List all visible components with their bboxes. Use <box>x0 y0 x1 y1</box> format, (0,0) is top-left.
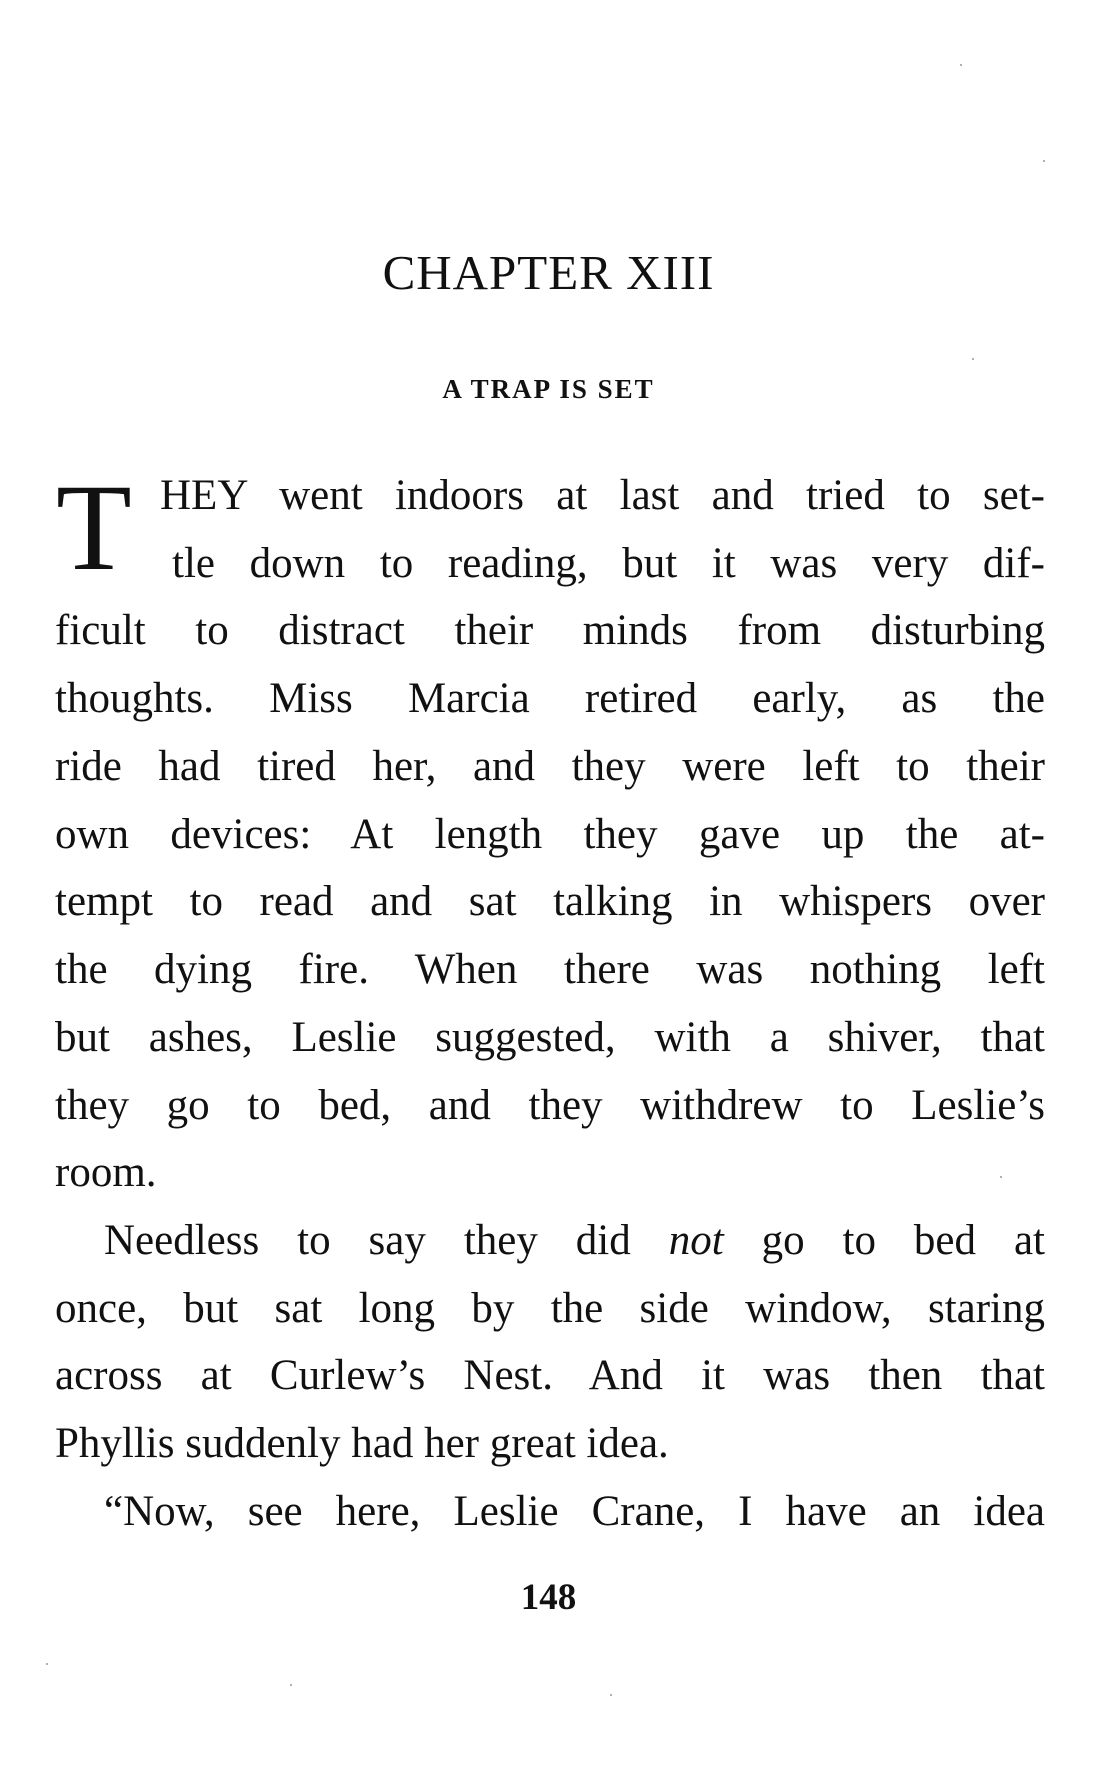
paragraph-line: once, but sat long by the side window, staring <box>55 1285 1045 1332</box>
paragraph-line: Phyllis suddenly had her great idea. <box>55 1420 669 1467</box>
drop-cap: T <box>56 459 132 596</box>
paragraph-line: tempt to read and sat talking in whispers over <box>55 878 1045 925</box>
paragraph-line: room. <box>55 1149 157 1196</box>
paragraph-line <box>104 1215 1045 1267</box>
scan-speck <box>1000 1176 1002 1178</box>
paragraph-line: thoughts. Miss Marcia retired early, as the <box>55 675 1045 722</box>
paragraph-line: but ashes, Leslie suggested, with a shiver, that <box>55 1014 1045 1061</box>
emphasized-word: not <box>668 1217 724 1264</box>
paragraph-line: “Now, see here, Leslie Crane, I have an idea <box>104 1488 1045 1535</box>
scan-speck <box>1043 160 1045 162</box>
paragraph-line: own devices: At length they gave up the at- <box>55 811 1045 858</box>
scan-speck <box>290 1684 292 1686</box>
paragraph-line: the dying fire. When there was nothing left <box>55 946 1045 993</box>
page-number: 148 <box>520 1577 577 1618</box>
paragraph-line: ride had tired her, and they were left to their <box>55 743 1045 790</box>
paragraph-line: tle down to reading, but it was very dif- <box>172 540 1045 587</box>
scan-speck <box>46 1663 48 1665</box>
chapter-subtitle: A TRAP IS SET <box>442 374 655 404</box>
paragraph-line: across at Curlew’s Nest. And it was then that <box>55 1352 1045 1399</box>
paragraph-line: ficult to distract their minds from disturbing <box>55 607 1045 654</box>
scan-speck <box>960 64 962 66</box>
paragraph-line: HEY went indoors at last and tried to set- <box>160 472 1045 519</box>
paragraph-line: they go to bed, and they withdrew to Leslie’s <box>55 1082 1045 1129</box>
text-run: go to bed at <box>723 1217 1045 1264</box>
text-run: Needless to say they did <box>104 1217 669 1264</box>
scan-speck <box>972 358 974 360</box>
scan-speck <box>610 1694 612 1696</box>
chapter-title: CHAPTER XIII <box>382 245 715 300</box>
